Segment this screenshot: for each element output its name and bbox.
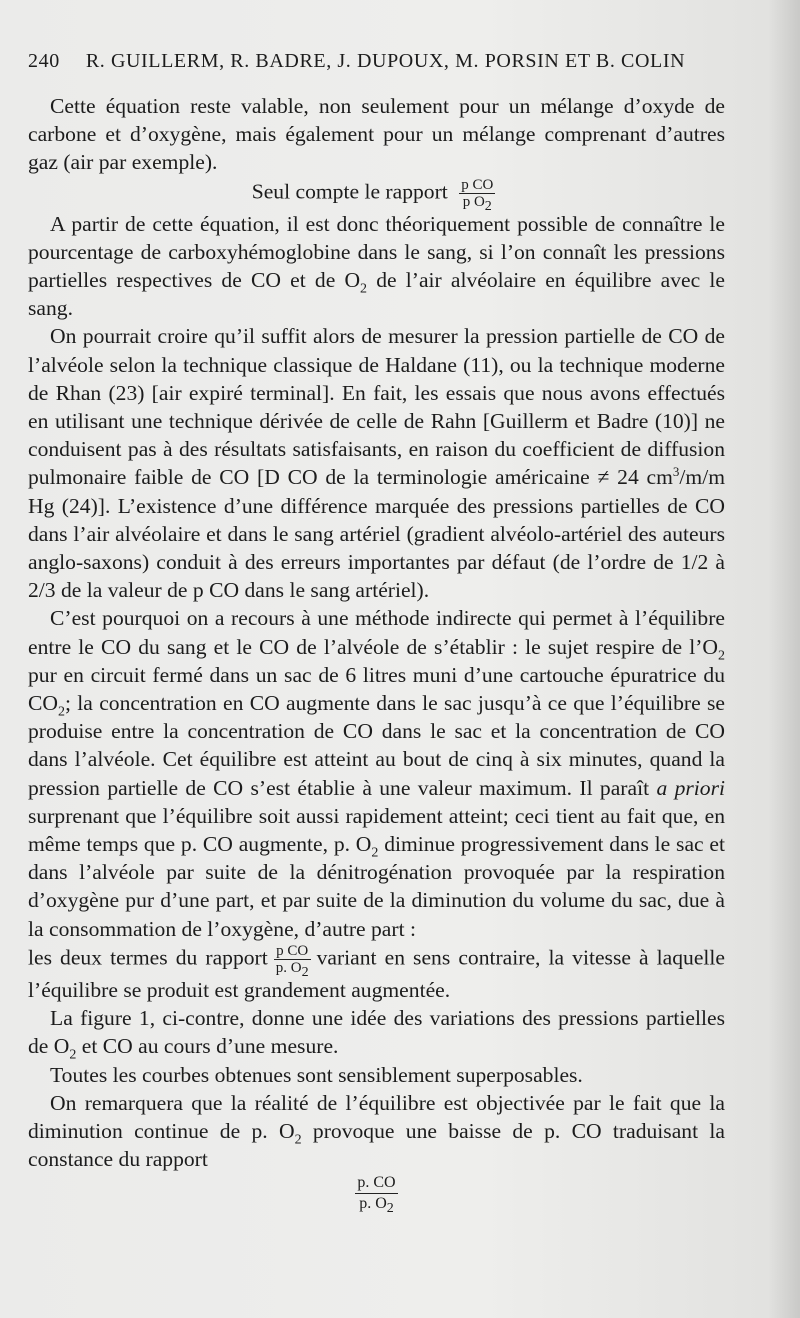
running-header bbox=[28, 50, 728, 73]
page-number: 240 bbox=[28, 50, 60, 72]
paragraph-6: La figure 1, ci-contre, donne une idée des variations des pressions partielles de $O_2$ et CO au cours d’une mesure. bbox=[28, 1006, 725, 1063]
ratio-numerator: p CO bbox=[461, 176, 494, 193]
paragraph-1: Cette équation reste valable, non seulement pour un mélange d’oxyde de carbone et d’oxygène, mais également pour un mélange comprenant d’autres gaz (air par exemple). bbox=[28, 94, 725, 175]
final-ratio-numerator: p. CO bbox=[355, 1173, 397, 1194]
ratio-line bbox=[28, 176, 725, 214]
final-ratio bbox=[28, 1173, 725, 1217]
inline-ratio-fraction: $\frac{\text{p CO}}{p. O_2}$ bbox=[275, 942, 309, 980]
final-ratio-denominator: p. $O_2$ bbox=[359, 1195, 394, 1217]
ratio-fraction bbox=[459, 176, 495, 214]
paragraph-5: les deux termes du rapport $\frac{\text{p CO}}{p. O_2}$ variant en sens contraire, la vitesse à laquelle l’équilibre se produit est grandement augmentée. bbox=[28, 942, 725, 1002]
paragraph-4: C’est pourquoi on a recours à une méthode indirecte qui permet à l’équilibre entre le CO du sang et le CO de l’alvéole de s’établir : le sujet respire de $l’O_2$ pur en circuit fermé dans un sac de 6 litres muni d’une cartouche épuratrice du $CO_2$; la concentration en CO augmente dans le sac jusqu’à ce que l’équilibre se produise entre la concentration de CO dans le sac et la concentration de CO dans l’alvéole. Cet équilibre est atteint au bout de cinq à six minutes, quand la pression partielle de CO s’est établie à une valeur maximum. Il paraît a priori surprenant que l’équilibre soit aussi rapidement atteint; ceci tient au fait que, en même temps que p. CO augmente, p. $O_2$ diminue progressivement dans le sac et dans l’alvéole par suite de la dénitrogénation provoquée par la respiration d’oxygène pur d’une part, et par suite de la diminution du volume du sac, due à la consommation de l’oxygène, d’autre part : bbox=[28, 606, 725, 941]
header-authors: R. GUILLERM, R. BADRE, J. DUPOUX, M. PORSIN ET B. COLIN bbox=[85, 50, 686, 72]
italic-a-priori: a priori bbox=[656, 775, 725, 800]
final-ratio-fraction bbox=[355, 1173, 397, 1217]
paragraph-2: A partir de cette équation, il est donc théoriquement possible de connaître le pourcentage de carboxyhémoglobine dans le sang, si l’on connaît les pressions partielles respectives de CO et de $O_2$ de l’air alvéolaire en équilibre avec le sang. bbox=[28, 211, 725, 321]
ratio-intro: Seul compte le rapport bbox=[251, 179, 448, 204]
ratio-denominator: p $O_2$ bbox=[462, 193, 492, 214]
paragraph-3: On pourrait croire qu’il suffit alors de mesurer la pression partielle de CO de l’alvéole selon la technique classique de Haldane (11), ou la technique moderne de Rhan (23) [air expiré terminal]. En fait, les essais que nous avons effectués en utilisant une technique dérivée de celle de Rahn [Guillerm et Badre (10)] ne conduisent pas à des résultats satisfaisants, en raison du coefficient de diffusion pulmonaire faible de CO [D CO de la terminologie américaine ≠ 24 $cm^3/m/m$ Hg (24)]. L’existence d’une différence marquée des pressions partielles de CO dans l’air alvéolaire et dans le sang artériel (gradient alvéolo-artériel des auteurs anglo-saxons) conduit à des erreurs importantes par défaut (de l’ordre de 1/2 à 2/3 de la valeur de p CO dans le sang artériel). bbox=[28, 324, 725, 603]
paragraph-7: Toutes les courbes obtenues sont sensiblement superposables. bbox=[50, 1062, 583, 1087]
page-body bbox=[28, 92, 725, 1217]
paragraph-8: On remarquera que la réalité de l’équilibre est objectivée par le fait que la diminution continue de p. $O_2$ provoque une baisse de p. CO traduisant la constance du rapport bbox=[28, 1090, 725, 1172]
